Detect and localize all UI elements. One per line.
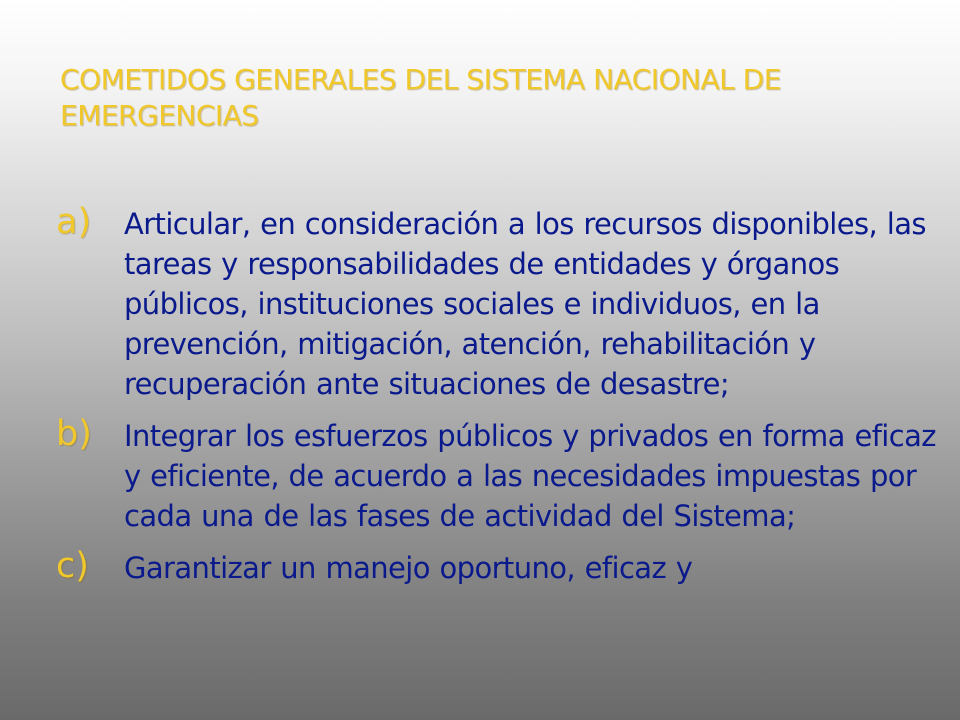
- list-marker-c: c): [56, 546, 89, 586]
- list-item-text-b: Integrar los esfuerzos públicos y privados en forma eficaz y eficiente, de acuerdo a las necesidades impuestas por cada una de las fases de actividad del Sistema;: [124, 419, 936, 533]
- list-item-c: [56, 548, 936, 588]
- list-item-b: [56, 416, 936, 536]
- list-marker-b: b): [56, 414, 92, 454]
- objectives-list: [56, 204, 936, 600]
- list-item-text-c: Garantizar un manejo oportuno, eficaz y: [124, 551, 693, 585]
- list-item-a: [56, 204, 936, 404]
- list-item-text-a: Articular, en consideración a los recursos disponibles, las tareas y responsabilidades de entidades y órganos públicos, instituciones sociales e individuos, en la prevención, mitigación, atención, rehabilitación y recuperación ante situaciones de desastre;: [124, 207, 926, 401]
- slide-title: COMETIDOS GENERALES DEL SISTEMA NACIONAL DE EMERGENCIAS: [60, 63, 781, 132]
- list-marker-a: a): [56, 202, 92, 242]
